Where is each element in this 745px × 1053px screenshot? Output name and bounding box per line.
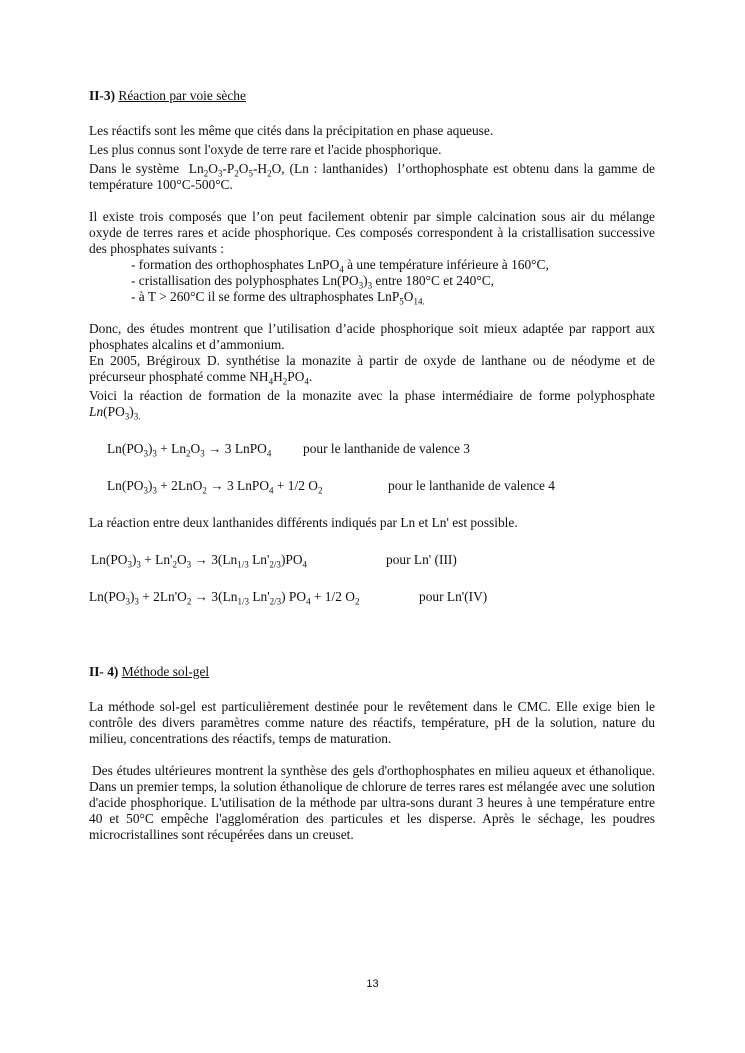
paragraph-reaction-intro: Voici la réaction de formation de la monazite avec la phase intermédiaire de forme polyphosphate $Ln(PO_3)_{3.}$	[89, 388, 655, 422]
equation-formula: $Ln(PO_3)_3 + Ln_2O_3 \to 3$ LnPO$_4$	[107, 441, 272, 459]
paragraph: Les plus connus sont l'oxyde de terre rare et l'acide phosphorique.	[89, 142, 442, 157]
equation-2	[89, 478, 655, 494]
paragraph-bregiroux: En 2005, Brégiroux D. synthétise la monazite à partir de oxyde de lanthane ou de néodyme et de précurseur phosphaté comme $NH_4H_2PO_4$.	[89, 353, 655, 387]
equation-formula: $Ln(PO_3)_3 + 2Ln'O_2 \to 3(Ln_{1/3}$ $Ln'_{2/3}$) $PO_4 + 1/2$ $O_2$	[89, 589, 360, 607]
bullet-list	[89, 257, 655, 305]
equation-note: pour le lanthanide de valence 4	[388, 478, 555, 493]
equation-formula: $Ln(PO_3)_3 + Ln'_2O_3 \to 3(Ln_{1/3}$ $Ln'_{2/3})PO_4$	[91, 552, 308, 570]
paragraph: La réaction entre deux lanthanides différents indiqués par Ln et Ln' est possible.	[89, 515, 518, 530]
paragraph: Donc, des études montrent que l’utilisation d’acide phosphorique soit mieux adaptée par rapport aux phosphates alcalins et d’ammonium.	[89, 321, 655, 352]
list-item: - à T > 260°C il se forme des ultraphosphates $LnP_5O_{14.}$	[131, 289, 425, 307]
equation-note: pour Ln'(IV)	[419, 589, 488, 604]
equation-3	[89, 552, 655, 568]
equation-note: pour le lanthanide de valence 3	[303, 441, 470, 456]
document-page	[89, 88, 655, 843]
paragraph: La méthode sol-gel est particulièrement destinée pour le revêtement dans le CMC. Elle exige bien le contrôle des divers paramètres comme nature des réactifs, température, pH de la solution, nature du milieu, concentrations des réactifs, temps de maturation.	[89, 699, 655, 746]
list-item: - cristallisation des polyphosphates $Ln(PO_3)_3$ entre 180°C et 240°C,	[131, 273, 494, 291]
paragraph: Des études ultérieures montrent la synthèse des gels d'orthophosphates en milieu aqueux et éthanolique. Dans un premier temps, la solution éthanolique de chlorure de terres rares est mélangée avec une solution d'acide phosphorique. L'utilisation de la méthode par ultra-sons durant 3 heures à une température entre 40 et 50°C empêche l'agglomération des particules et les disperse. Après le séchage, les poudres microcristallines sont récupérées dans un creuset.	[89, 763, 655, 842]
page-number: 13	[366, 978, 379, 990]
section-heading-ii-4	[89, 664, 655, 680]
section-title: Réaction par voie sèche	[118, 88, 246, 103]
list-item: - formation des orthophosphates LnPO$_4$ à une température inférieure à 160°C,	[131, 257, 549, 275]
section-title: Méthode sol-gel	[121, 664, 210, 679]
equation-formula: $Ln(PO_3)_3 + 2LnO_2 \to 3$ LnPO$_4$ + 1/2 $O_2$	[107, 478, 323, 496]
paragraph-system: Dans le système $Ln_2O_3-P_2O_5-H_2O$, (Ln : lanthanides) l’orthophosphate est obtenu dans la gamme de température 100°C-500°C.	[89, 161, 655, 192]
equation-note: pour Ln' (III)	[386, 552, 457, 567]
equation-1	[89, 441, 655, 457]
paragraph: Il existe trois composés que l’on peut facilement obtenir par simple calcination sous air du mélange oxyde de terres rares et acide phosphorique. Ces composés correspondent à la cristallisation successive des phosphates suivants :	[89, 209, 655, 256]
section-number: II- 4)	[89, 664, 119, 679]
section-heading-ii-3	[89, 88, 655, 104]
equation-4	[89, 589, 655, 605]
paragraph: Les réactifs sont les même que cités dans la précipitation en phase aqueuse.	[89, 123, 494, 138]
section-number: II-3)	[89, 88, 116, 103]
